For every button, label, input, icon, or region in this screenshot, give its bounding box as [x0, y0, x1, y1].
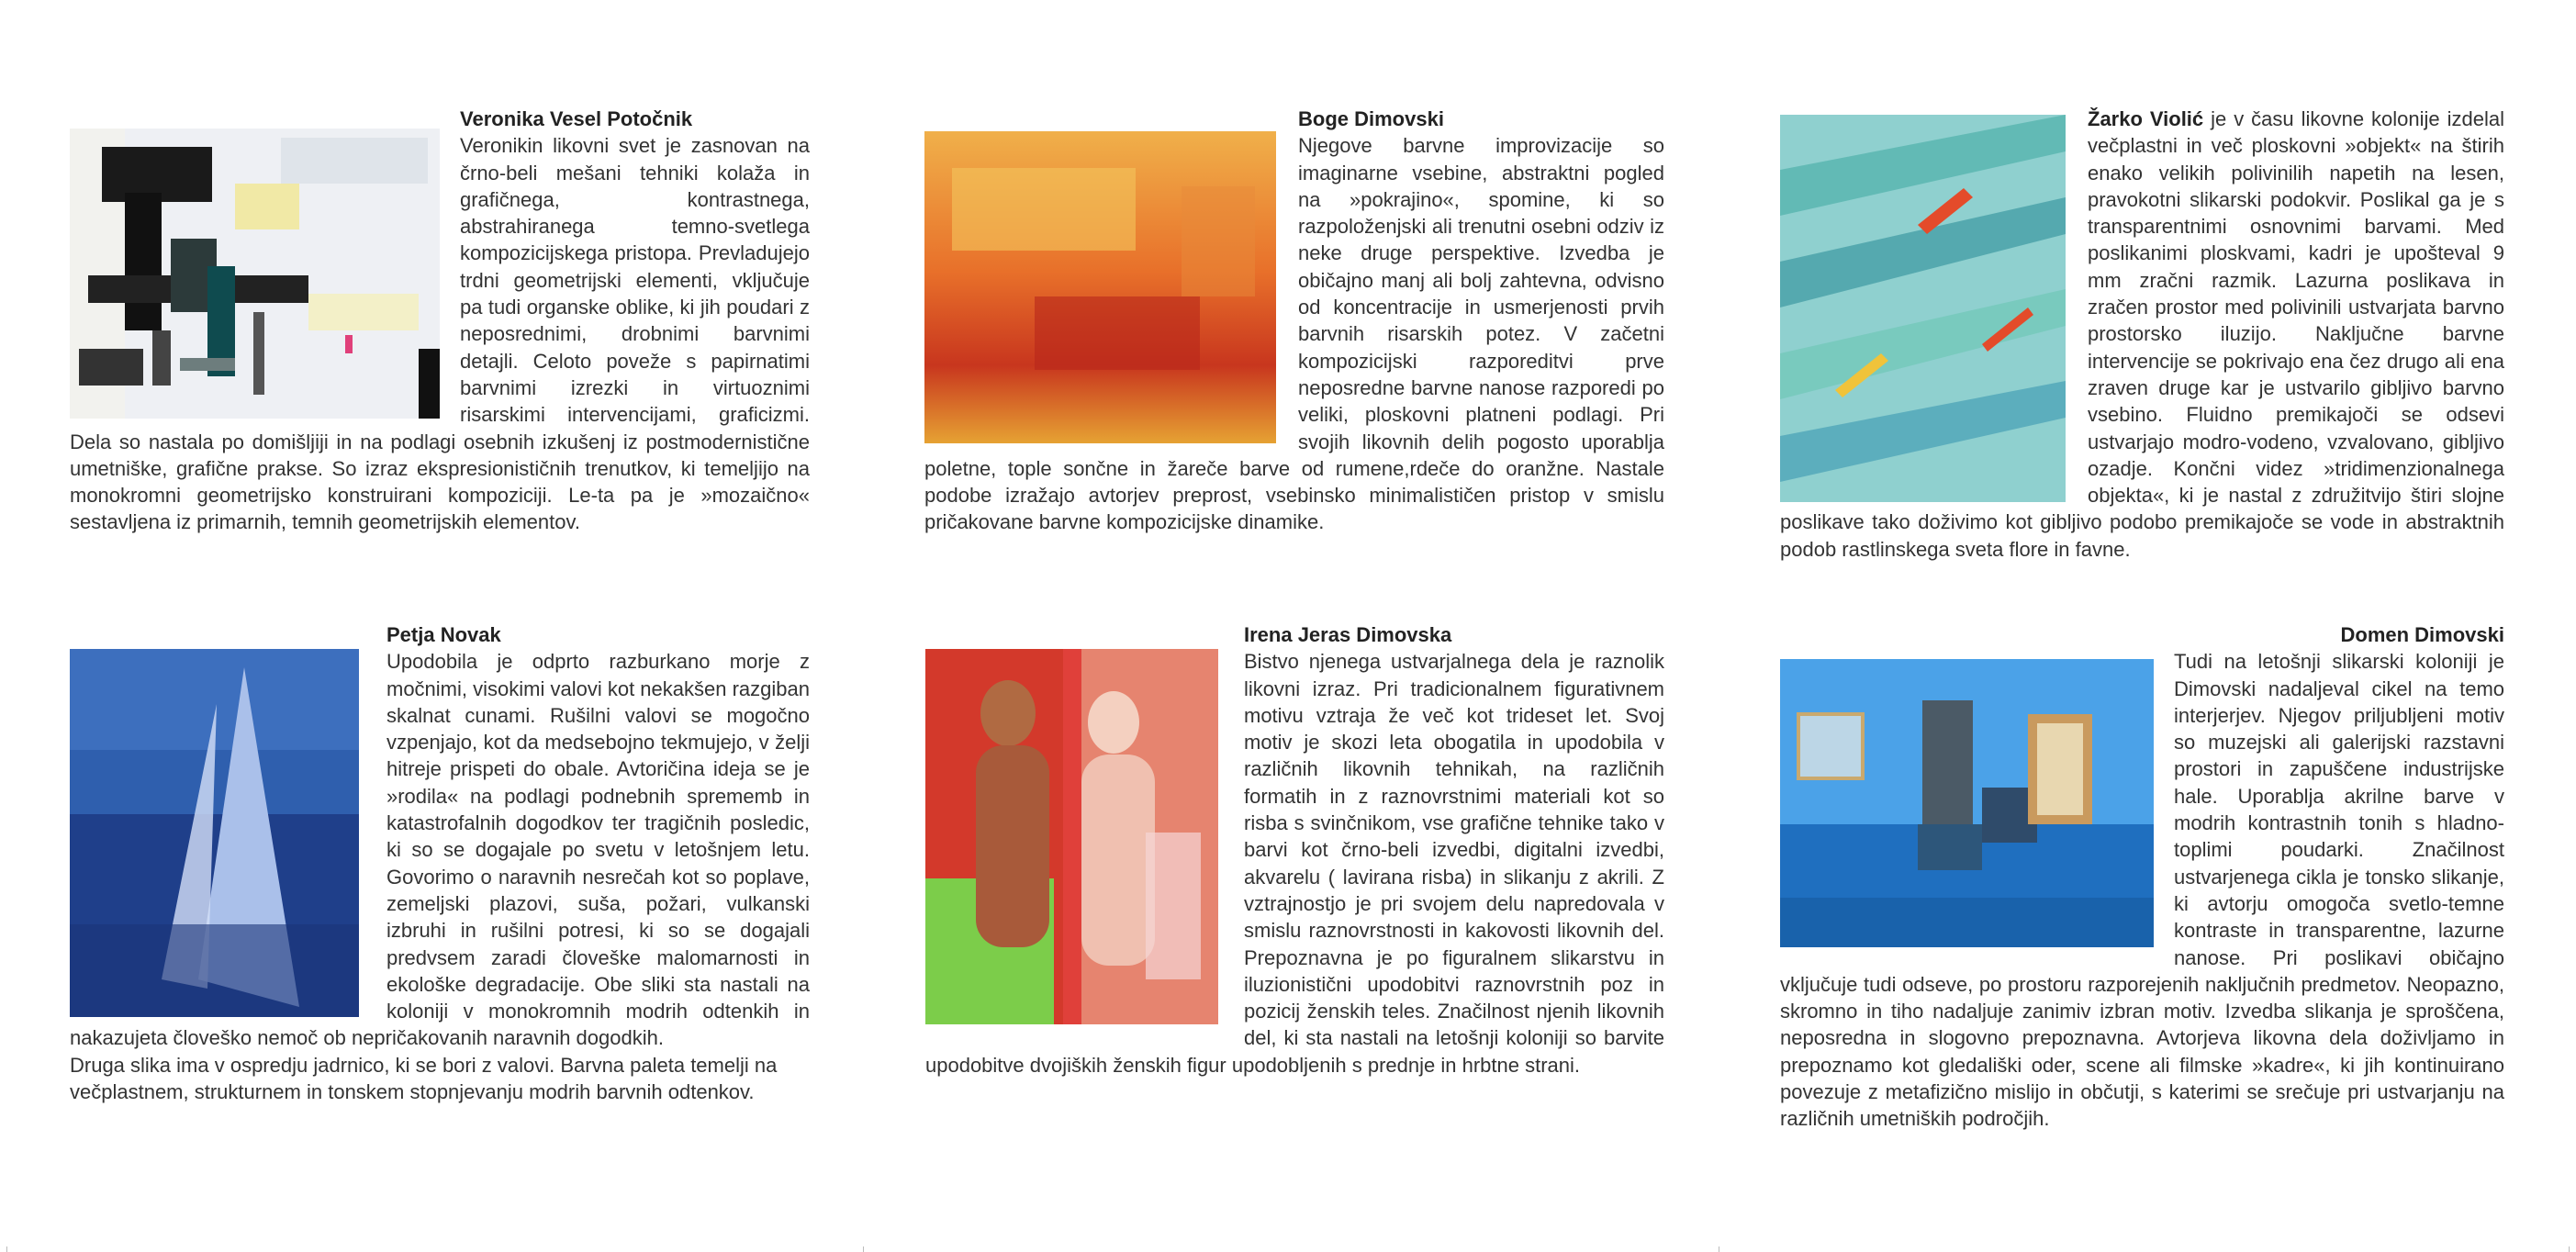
artist-description-text: je v času likovne kolonije izdelal večplastni in več ploskovni »objekt« na štirih enako velikih polivinilih napetih na lesen, pravokotni slikarski podokvir. Poslikal ga je s transparentnimi osnovnimi barvami. Med poslikanimi ploskvami, kadri je upošteval 9 mm zračni razmik. Lazurna poslikava in zračen prostor med polivinili ustvarjata barvno prostorsko iluzijo. Naključne barvne intervencije se pokrivajo ena čez drugo ali ena zraven druge kar je ustvarilo gibljivo barvno vsebino. Fluidno premikajoči se odsevi ustvarjajo modro-vodeno, vzvalovano, gibljivo ozadje. Končni videz »tridimenzionalnega objekta«, ki je nastal z združitvijo štiri slojne poslikave tako doživimo kot gibljivo podobo premikajoče se vode in abstraktnih podob rastlinskega sveta flore in favne. [1780, 107, 2504, 561]
artist-entry-petja [70, 621, 810, 1105]
artist-name: Irena Jeras Dimovska [1244, 623, 1452, 646]
artist-entry-domen [1780, 621, 2504, 1133]
painting-orange-abstract [924, 131, 1276, 443]
crop-mark [863, 1246, 864, 1252]
painting-blue-interior [1780, 659, 2154, 947]
artist-entry-veronika [70, 106, 810, 536]
crop-mark [6, 1246, 7, 1252]
artist-description: Tudi na letošnji slikarski koloniji je Dimovski nadaljeval cikel na temo interjerjev. Njegov priljubljeni motiv so muzejski ali galerijski razstavni prostori in zapuščene industrijske hale. Uporablja akrilne barve v modrih kontrastnih tonih s hladno-toplimi poudarki. Značilnost ustvarjenega cikla je tonsko slikanje, ki avtorju omogoča svetlo-temne kontraste in transparentne, lazurne nanose. Pri poslikavi običajno vključuje tudi odseve, po prostoru razporejenih naključnih predmetov. Neopazno, skromno in tiho nadaljuje zanimiv izbran motiv. Izvedba slikanja je sproščena, neposredna in slogovno prepoznavna. Avtorjeva likovna dela doživljamo in prepoznamo kot gledališki oder, scene ali filmske »kadre«, ki jih kontinuirano povezuje z metafizično mislijo in občutji, s katerimi se srečuje pri ustvarjanju na različnih umetniških področjih. [1780, 650, 2504, 1131]
artist-description-2: Druga slika ima v ospredju jadrnico, ki se bori z valovi. Barvna paleta temelji na večplastnem, strukturnem in tonskem stopnjevanju modrih barvnih odtenkov. [70, 1053, 778, 1104]
artist-entry-irena [925, 621, 1664, 1079]
artist-entry-zarko [1780, 106, 2504, 563]
artist-name: Petja Novak [386, 623, 501, 646]
artist-description: Veronikin likovni svet je zasnovan na črno-beli mešani tehniki kolaža in grafičnega, kontrastnega, abstrahiranega temno-svetlega kompozicijskega pristopa. Prevladujejo trdni geometrijski elementi, vključuje pa tudi organske oblike, ki jih poudari z neposrednimi, drobnimi barvnimi detajli. Celoto poveže s papirnatimi barvnimi izrezki in virtuoznimi risarskimi intervencijami, graficizmi. Dela so nastala po domišljiji in na podlagi osebnih izkušenj iz postmodernistične umetniške, grafične prakse. So izraz ekspresionističnih trenutkov, ki temeljijo na monokromni geometrijsko konstruirani kompoziciji. Le-ta pa je »mozaično« sestavljena iz primarnih, temnih geometrijskih elementov. [70, 134, 810, 534]
crop-mark [2569, 1246, 2570, 1252]
painting-blue-green-fluid [1780, 115, 2066, 502]
painting-abstract-collage [70, 129, 440, 419]
artist-description: Upodobila je odprto razburkano morje z močnimi, visokimi valovi kot nekakšen razgiban skalnat cunami. Rušilni valovi se mogočno vzpenjajo, kot da medsebojno tekmujejo, v želji hitreje prispeti do obale. Avtoričina ideja se je »rodila« na podlagi podnebnih sprememb in katastrofalnih dogodkov ter tragičnih posledic, ki so se dogajale po svetu v letošnjem letu. Govorimo o naravnih nesrečah kot so poplave, zemeljski plazovi, suša, požari, vulkanski izbruhi in rušilni potresi, ki so se dogajali predvsem zaradi človeške malomarnosti in ekološke degradacije. Obe sliki sta nastali na koloniji v monokromnih modrih odtenkih in nakazujeta človeško nemoč ob nepričakovanih naravnih dogodkih. [70, 650, 810, 1050]
painting-two-figures [925, 649, 1218, 1024]
artist-description: Bistvo njenega ustvarjalnega dela je raznolik likovni izraz. Pri tradicionalnem figurativnem motivu vztraja že več kot trideset let. Svoj motiv je skozi leta obogatila in upodobila v različnih likovnih tehnikah, na različnih formatih in z raznovrstnimi materiali kot so risba s svinčnikom, vse grafične tehnike tako v barvi kot črno-beli izvedbi, digitalni izvedbi, akvarelu ( lavirana risba) in slikanju z akrili. Z vztrajnostjo je pri svojem delu napredovala v smislu raznovrstnosti in kakovosti likovnih del. Prepoznavna je po figuralnem slikarstvu in iluzionistični upodobitvi raznovrstnih poz in pozicij ženskih teles. Značilnost njenih likovnih del, ki sta nastali na letošnji koloniji so barvite upodobitve dvojiških ženskih figur upodobljenih s prednje in hrbtne strani. [925, 650, 1664, 1077]
artist-name: Boge Dimovski [1298, 107, 1444, 130]
artist-description: Njegove barvne improvizacije so imaginarne vsebine, abstraktni pogled na »pokrajino«, spomine, ki so razpoloženjski ali trenutni osebni odziv iz neke druge perspektive. Izvedba je običajno manj ali bolj zahtevna, odvisno od koncentracije in usmerjenosti prvih barvnih risarskih potez. V začetni kompozicijski razporeditvi prve neposredne barvne nanose razporedi po veliki, ploskovni platneni podlagi. Pri svojih likovnih delih pogosto uporablja poletne, tople sončne in žareče barve od rumene,rdeče do oranžne. Nastale podobe izražajo avtorjev preprost, vsebinsko minimalističen pristop v smislu pričakovane barvne kompozicijske dinamike. [924, 134, 1664, 534]
artist-name: Domen Dimovski [2340, 623, 2504, 646]
artist-name: Veronika Vesel Potočnik [460, 107, 693, 130]
painting-blue-sailboat [70, 649, 359, 1017]
artist-entry-boge [924, 106, 1664, 536]
artist-name: Žarko Violić [2088, 107, 2204, 130]
